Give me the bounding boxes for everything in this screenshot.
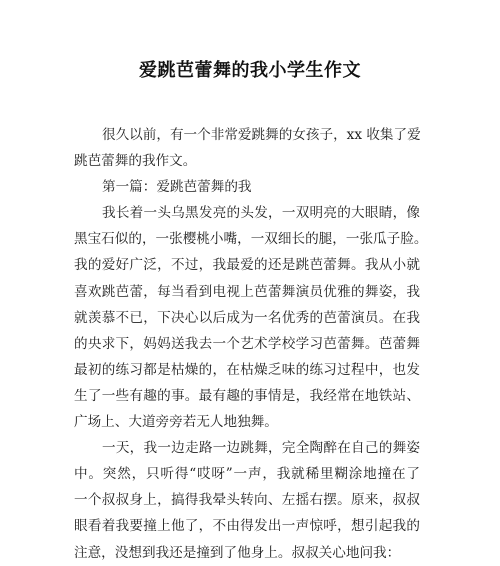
paragraph-line: 黑宝石似的，一张樱桃小嘴，一双细长的腿，一张瓜子脸。 [74, 231, 428, 248]
document-body [74, 122, 428, 566]
paragraph-line: 广场上、大道旁旁若无人地独舞。 [74, 414, 278, 431]
paragraph-line: 中。突然，只听得“哎呀”一声，我就稀里糊涂地撞在了 [74, 466, 420, 483]
paragraph-line: 注意，没想到我还是撞到了他身上。叔叔关心地问我： [74, 544, 401, 561]
section-heading: 第一篇：爱跳芭蕾舞的我 [102, 179, 252, 196]
paragraph-line: 生了一些有趣的事。最有趣的事情是，我经常在地铁站、 [74, 387, 420, 404]
paragraph-line: 眼看着我要撞上他了，不由得发出一声惊呼，想引起我的 [74, 518, 420, 535]
paragraph-line: 我长着一头乌黑发亮的头发，一双明亮的大眼睛，像 [102, 205, 420, 222]
paragraph-line: 跳芭蕾舞的我作文。 [74, 153, 197, 170]
paragraph-line: 一个叔叔身上，搞得我晕头转向、左摇右摆。原来，叔叔 [74, 492, 420, 509]
paragraph-line: 最初的练习都是枯燥的，在枯燥乏味的练习过程中，也发 [74, 361, 420, 378]
paragraph-line: 很久以前，有一个非常爱跳舞的女孩子，xx 收集了爱 [102, 127, 421, 143]
paragraph-line: 就羡慕不已，下决心以后成为一名优秀的芭蕾演员。在我 [74, 309, 420, 326]
paragraph-line: 一天，我一边走路一边跳舞，完全陶醉在自己的舞姿 [102, 440, 420, 457]
paragraph-line: 我的爱好广泛，不过，我最爱的还是跳芭蕾舞。我从小就 [74, 257, 420, 274]
paragraph-line: 的央求下，妈妈送我去一个艺术学校学习芭蕾舞。芭蕾舞 [74, 335, 420, 352]
document-title: 爱跳芭蕾舞的我小学生作文 [139, 60, 361, 81]
paragraph-line: 喜欢跳芭蕾，每当看到电视上芭蕾舞演员优雅的舞姿，我 [74, 283, 420, 300]
